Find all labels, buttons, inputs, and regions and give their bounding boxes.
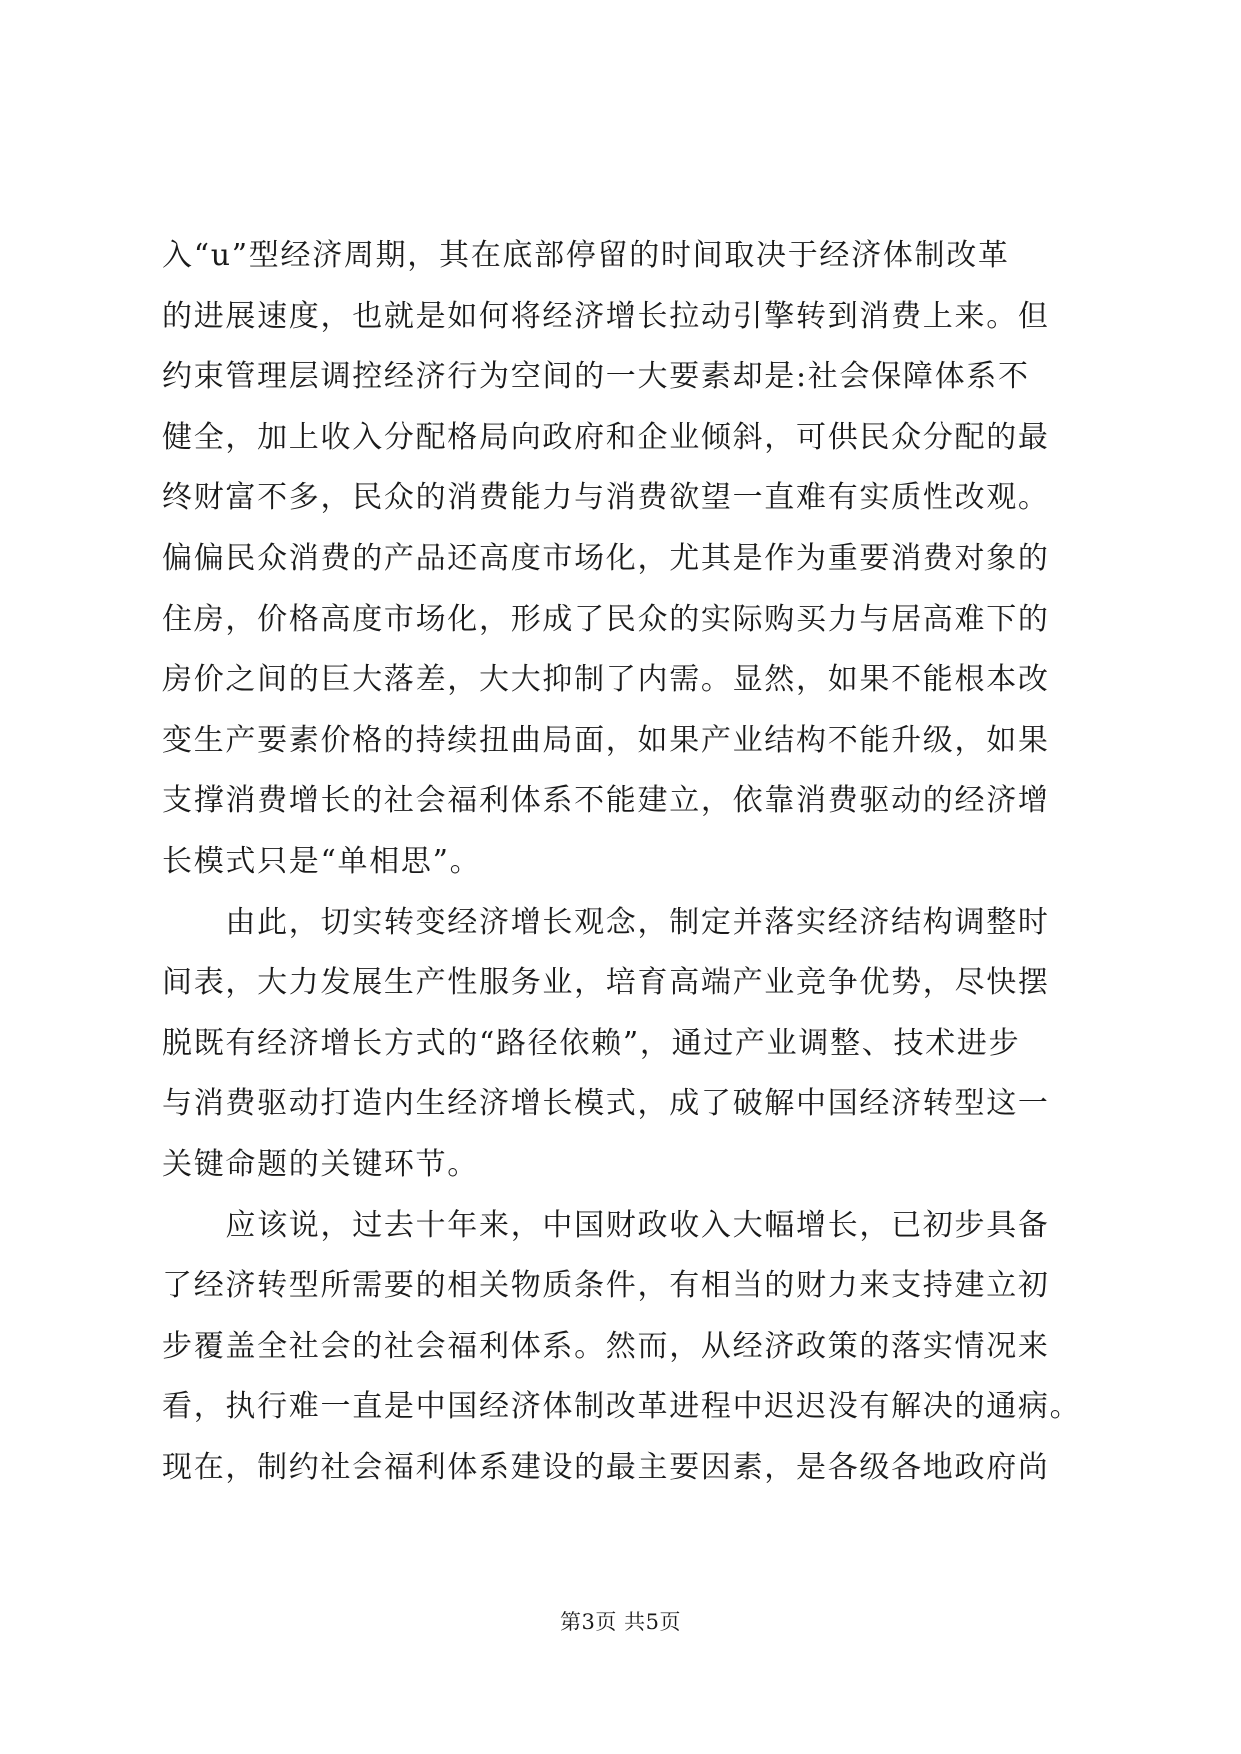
text-line: 健全，加上收入分配格局向政府和企业倾斜，可供民众分配的最: [162, 419, 1050, 455]
text-line: 现在，制约社会福利体系建设的最主要因素，是各级各地政府尚: [162, 1449, 1050, 1485]
text-line: 房价之间的巨大落差，大大抑制了内需。显然，如果不能根本改: [162, 662, 1050, 698]
text-line: 应该说，过去十年来，中国财政收入大幅增长，已初步具备: [162, 1207, 1050, 1243]
text-line: 脱既有经济增长方式的“路径依赖”，通过产业调整、技术进步: [162, 1025, 1021, 1061]
text-line: 长模式只是“单相思”。: [162, 843, 482, 879]
body-text: [162, 226, 1082, 1498]
text-line: 的进展速度，也就是如何将经济增长拉动引擎转到消费上来。但: [162, 298, 1050, 334]
text-line: 由此，切实转变经济增长观念，制定并落实经济结构调整时: [162, 904, 1050, 940]
text-line: 变生产要素价格的持续扭曲局面，如果产业结构不能升级，如果: [162, 722, 1050, 758]
text-line: 步覆盖全社会的社会福利体系。然而，从经济政策的落实情况来: [162, 1328, 1050, 1364]
text-line: 住房，价格高度市场化，形成了民众的实际购买力与居高难下的: [162, 601, 1050, 637]
text-line: 支撑消费增长的社会福利体系不能建立，依靠消费驱动的经济增: [162, 783, 1050, 819]
text-line: 偏偏民众消费的产品还高度市场化，尤其是作为重要消费对象的: [162, 540, 1050, 576]
page-footer: 第3页 共5页: [560, 1610, 681, 1634]
text-line: 看，执行难一直是中国经济体制改革进程中迟迟没有解决的通病。: [162, 1389, 1082, 1425]
text-line: 终财富不多，民众的消费能力与消费欲望一直难有实质性改观。: [162, 480, 1050, 516]
text-line: 入“u”型经济周期，其在底部停留的时间取决于经济体制改革: [162, 238, 1010, 273]
text-line: 了经济转型所需要的相关物质条件，有相当的财力来支持建立初: [162, 1268, 1050, 1304]
text-line: 与消费驱动打造内生经济增长模式，成了破解中国经济转型这一: [162, 1086, 1050, 1122]
text-line: 约束管理层调控经济行为空间的一大要素却是:社会保障体系不: [162, 359, 1030, 395]
text-line: 关键命题的关键环节。: [162, 1146, 479, 1182]
text-line: 间表，大力发展生产性服务业，培育高端产业竞争优势，尽快摆: [162, 965, 1050, 1001]
